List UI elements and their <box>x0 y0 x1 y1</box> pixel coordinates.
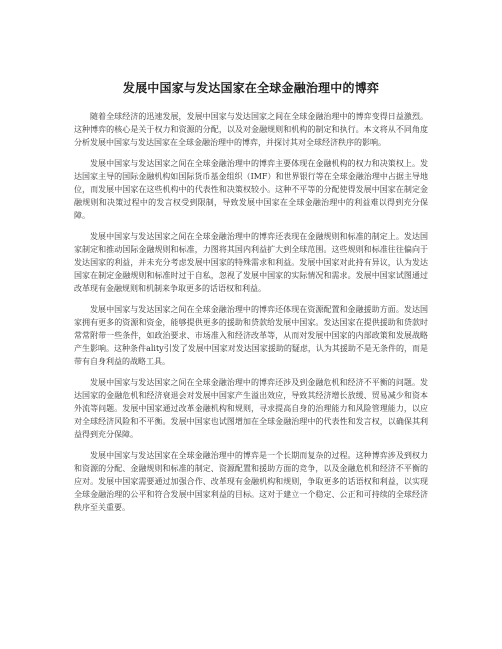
document-title: 发展中国家与发达国家在全球金融治理中的博弈 <box>122 81 380 95</box>
paragraph-6: 发展中国家与发达国家在全球金融治理中的博弈是一个长期而复杂的过程。这种博弈涉及到权力和资源的分配、金融规则和标准的制定、资源配置和援助方面的竞争，以及金融危机和经济不平衡的应对。发展中国家需要通过加强合作、改革现有金融机构和规则，争取更多的话语权和利益，以实现全球金融治理的公平和符合发展中国家利益的目标。这对于建立一个稳定、公正和可持续的全球经济秩序至关重要。 <box>74 451 428 512</box>
paragraph-5: 发展中国家与发达国家之间在全球金融治理中的博弈还涉及到金融危机和经济不平衡的问题。发达国家的金融危机和经济衰退会对发展中国家产生溢出效应，导致其经济增长放缓、贸易减少和资本外流等问题。发展中国家通过改革金融机构和规则，寻求提高自身的治理能力和风险管理能力，以应对全球经济风险和不平衡。发展中国家也试图增加在全球金融治理中的代表性和发言权，以确保其利益得到充分保障。 <box>74 378 428 439</box>
paragraph-2: 发展中国家与发达国家之间在全球金融治理中的博弈主要体现在金融机构的权力和决策权上。发达国家主导的国际金融机构如国际货币基金组织（IMF）和世界银行等在全球金融治理中占据主导地位，而发展中国家在这些机构中的代表性和决策权较小。这种不平等的分配使得发展中国家在制定金融规则和决策过程中的发言权受到限制，导致发展中国家在全球金融治理中的利益难以得到充分保障。 <box>74 159 428 220</box>
paragraph-1: 随着全球经济的迅速发展，发展中国家与发达国家之间在全球金融治理中的博弈变得日益激烈。这种博弈的核心是关于权力和资源的分配，以及对金融规则和机构的制定和执行。本文将从不同角度分析发展中国家与发达国家在全球金融治理中的博弈，并探讨其对全球经济秩序的影响。 <box>74 112 428 147</box>
paragraph-4: 发展中国家与发达国家之间在全球金融治理中的博弈还体现在资源配置和金融援助方面。发达国家拥有更多的资源和资金，能够提供更多的援助和贷款给发展中国家。发达国家在提供援助和贷款时常常附带一些条件，如政治要求、市场准入和经济改革等，从而对发展中国家的内部政策和发展战略产生影响。这种条件ality引发了发展中国家对发达国家援助的疑虑，认为其援助不是无条件的，而是带有自身利益的战略工具。 <box>74 305 428 366</box>
paragraph-3: 发展中国家与发达国家之间在全球金融治理中的博弈还表现在金融规则和标准的制定上。发达国家制定和推动国际金融规则和标准，力图将其国内利益扩大到全球范围。这些规则和标准往往偏向于发达国家的利益，并未充分考虑发展中国家的特殊需求和利益。发展中国家对此持有异议，认为发达国家在制定金融规则和标准时过于自私，忽视了发展中国家的实际情况和需求。发展中国家试图通过改革现有金融规则和机制来争取更多的话语权和利益。 <box>74 232 428 293</box>
